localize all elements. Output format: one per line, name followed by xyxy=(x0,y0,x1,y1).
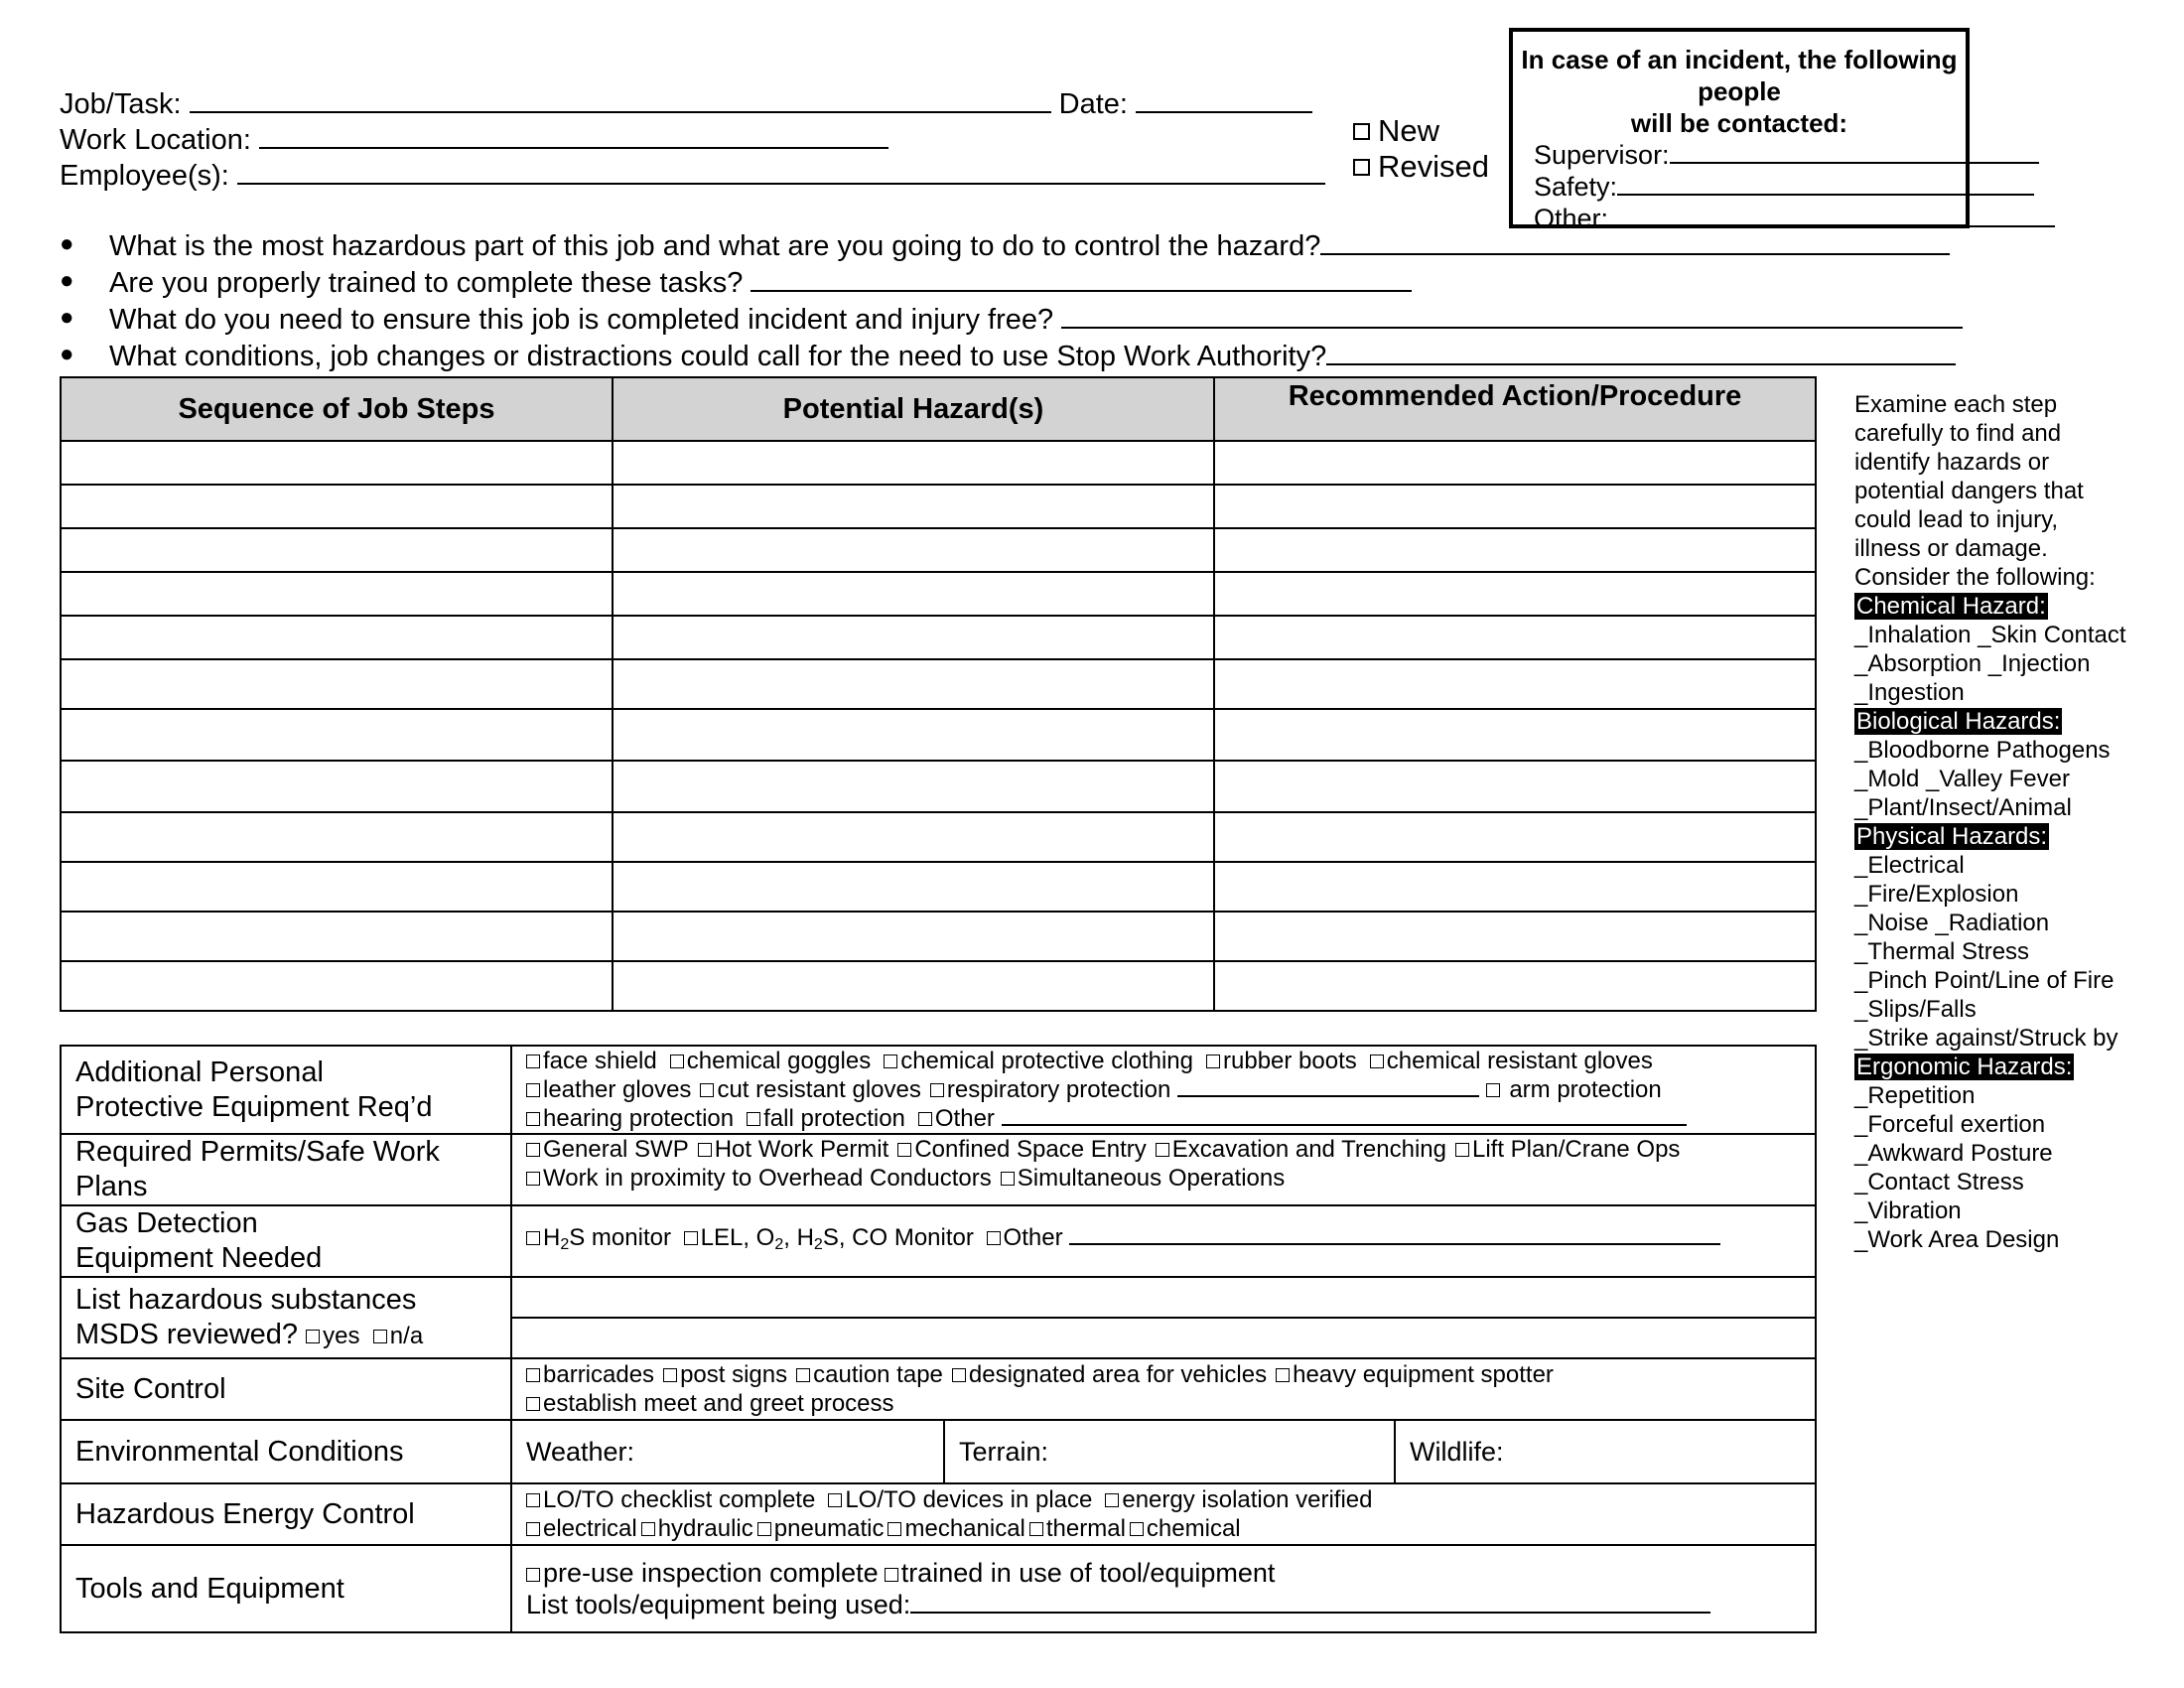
job-step-cell[interactable] xyxy=(61,485,613,528)
job-step-cell[interactable] xyxy=(61,961,613,1011)
energy-line-2 xyxy=(526,1514,1801,1543)
hazard-item: _Noise _Radiation xyxy=(1854,910,2050,936)
checkbox-icon[interactable] xyxy=(1130,1522,1144,1536)
question-3: What do you need to ensure this job is completed incident and injury free? xyxy=(109,302,1963,339)
checkbox-icon[interactable] xyxy=(700,1083,714,1097)
checkbox-option[interactable]: post signs xyxy=(663,1361,787,1388)
hazard-item: _Ingestion xyxy=(1854,679,1965,706)
checkbox-icon[interactable] xyxy=(747,1112,760,1126)
checkbox-icon[interactable] xyxy=(526,1231,540,1245)
ppe-options xyxy=(511,1046,1816,1134)
table-row xyxy=(61,912,1816,961)
checkbox-icon[interactable] xyxy=(306,1330,320,1343)
hazard-cell[interactable] xyxy=(613,485,1214,528)
ppe-label: Additional Personal Protective Equipment Req’d xyxy=(61,1046,511,1134)
checkbox-option[interactable]: Excavation and Trenching xyxy=(1156,1136,1446,1163)
hazard-guide xyxy=(1854,390,2172,1254)
tools-line-1 xyxy=(526,1557,1801,1589)
checkbox-option[interactable]: designated area for vehicles xyxy=(952,1361,1267,1388)
table-row xyxy=(61,528,1816,572)
question-1: What is the most hazardous part of this job and what are you going to do to control the hazard? xyxy=(109,228,1950,265)
site-line-1 xyxy=(526,1360,1801,1389)
bullet-icon: ● xyxy=(60,230,74,257)
table-row xyxy=(61,616,1816,659)
checkbox-option[interactable]: General SWP xyxy=(526,1136,689,1163)
checkbox-option[interactable]: LO/TO devices in place xyxy=(828,1486,1092,1513)
gas-label: Gas Detection Equipment Needed xyxy=(61,1205,511,1277)
hazard-category-title: Ergonomic Hazards: xyxy=(1856,1054,2073,1080)
checkbox-option[interactable]: pneumatic xyxy=(757,1515,885,1542)
hazard-cell[interactable] xyxy=(613,709,1214,761)
substances-label: List hazardous substances MSDS reviewed? yes n/a xyxy=(61,1277,511,1358)
job-step-cell[interactable] xyxy=(61,761,613,812)
guide-intro-line: Examine each step xyxy=(1854,391,2058,418)
action-cell[interactable] xyxy=(1214,528,1816,572)
guide-intro-line: illness or damage. xyxy=(1854,535,2048,562)
table-row xyxy=(61,862,1816,912)
weather-field[interactable]: Weather: xyxy=(512,1421,945,1482)
checkbox-option[interactable]: caution tape xyxy=(796,1361,943,1388)
status-revised[interactable]: Revised xyxy=(1353,149,1489,185)
checkbox-icon[interactable] xyxy=(526,1397,540,1411)
checkbox-icon[interactable] xyxy=(884,1055,897,1068)
bullet-icon: ● xyxy=(60,267,74,294)
checkbox-option[interactable]: Lift Plan/Crane Ops xyxy=(1455,1136,1680,1163)
hazard-cell[interactable] xyxy=(613,572,1214,616)
checkbox-option[interactable]: cut resistant gloves xyxy=(700,1076,920,1103)
job-step-cell[interactable] xyxy=(61,441,613,485)
checkbox-icon[interactable] xyxy=(885,1568,898,1582)
hazard-item: _Contact Stress xyxy=(1854,1169,2024,1196)
hazard-cell[interactable] xyxy=(613,761,1214,812)
checkbox-icon[interactable] xyxy=(1206,1055,1220,1068)
checkbox-icon[interactable] xyxy=(526,1493,540,1507)
header-recommended-action: Recommended Action/Procedure xyxy=(1214,377,1816,441)
job-task-field[interactable] xyxy=(190,87,1051,113)
site-control-options xyxy=(511,1358,1816,1420)
checkbox-option[interactable]: trained in use of tool/equipment xyxy=(885,1558,1276,1588)
checkbox-option[interactable]: chemical protective clothing xyxy=(884,1048,1193,1074)
hazard-item: _Awkward Posture xyxy=(1854,1140,2053,1167)
checkbox-icon[interactable] xyxy=(526,1112,540,1126)
employees-label: Employee(s): xyxy=(60,160,229,192)
action-cell[interactable] xyxy=(1214,572,1816,616)
checkbox-icon[interactable] xyxy=(698,1143,712,1157)
action-cell[interactable] xyxy=(1214,441,1816,485)
checkbox-option[interactable]: chemical goggles xyxy=(670,1048,871,1074)
checkbox-option[interactable]: chemical xyxy=(1130,1515,1241,1542)
table-row xyxy=(61,709,1816,761)
ppe-line-3 xyxy=(526,1104,1801,1133)
ppe-row xyxy=(61,1046,1816,1134)
bullet-icon: ● xyxy=(60,341,74,367)
job-task-row xyxy=(60,86,1312,122)
checkbox-option[interactable]: thermal xyxy=(1029,1515,1126,1542)
checkbox-option[interactable]: LO/TO checklist complete xyxy=(526,1486,815,1513)
checkbox-icon[interactable] xyxy=(1001,1172,1015,1186)
checkbox-option[interactable]: electrical xyxy=(526,1515,637,1542)
answer-field-2[interactable] xyxy=(751,266,1412,292)
hazard-item: _Work Area Design xyxy=(1854,1226,2060,1253)
tools-row xyxy=(61,1545,1816,1632)
checkbox-option[interactable]: Hot Work Permit xyxy=(698,1136,889,1163)
energy-options xyxy=(511,1483,1816,1545)
checkbox-icon[interactable] xyxy=(1353,123,1370,140)
job-step-cell[interactable] xyxy=(61,912,613,961)
checkbox-option[interactable]: leather gloves xyxy=(526,1076,691,1103)
gas-other-option[interactable]: Other xyxy=(987,1224,1063,1251)
energy-row xyxy=(61,1483,1816,1545)
checkbox-icon[interactable] xyxy=(1156,1143,1169,1157)
hazard-cell[interactable] xyxy=(613,441,1214,485)
checkbox-icon[interactable] xyxy=(1029,1522,1043,1536)
checkbox-icon[interactable] xyxy=(952,1368,966,1382)
checkbox-option[interactable]: respiratory protection xyxy=(930,1076,1170,1103)
answer-field-4[interactable] xyxy=(1326,340,1956,365)
checkbox-icon[interactable] xyxy=(887,1522,901,1536)
date-label: Date: xyxy=(1058,88,1128,120)
other-contact-field[interactable] xyxy=(1608,204,2055,227)
guide-intro-line: potential dangers that xyxy=(1854,478,2084,504)
hazard-item: _Absorption _Injection xyxy=(1854,650,2091,677)
action-cell[interactable] xyxy=(1214,812,1816,862)
requirements-table xyxy=(60,1045,1817,1633)
job-step-cell[interactable] xyxy=(61,572,613,616)
checkbox-option[interactable]: face shield xyxy=(526,1048,657,1074)
msds-yes[interactable]: yes xyxy=(323,1322,360,1349)
wildlife-field[interactable]: Wildlife: xyxy=(1410,1436,1504,1467)
gas-options xyxy=(511,1205,1816,1277)
job-steps-table xyxy=(60,376,1817,1012)
checkbox-icon[interactable] xyxy=(670,1055,684,1068)
permits-label: Required Permits/Safe Work Plans xyxy=(61,1134,511,1205)
checkbox-option[interactable]: chemical resistant gloves xyxy=(1370,1048,1653,1074)
question-2: Are you properly trained to complete these tasks? xyxy=(109,265,1412,302)
checkbox-icon[interactable] xyxy=(828,1493,842,1507)
checkbox-icon[interactable] xyxy=(526,1143,540,1157)
supervisor-contact: Supervisor: xyxy=(1513,139,1966,171)
incident-contacts-box xyxy=(1509,28,1970,233)
respiratory-protection-field[interactable] xyxy=(1177,1075,1479,1097)
checkbox-icon[interactable] xyxy=(373,1330,387,1343)
environment-label: Environmental Conditions xyxy=(61,1420,511,1483)
answer-field-1[interactable] xyxy=(1320,229,1950,255)
hazard-item: _Pinch Point/Line of Fire xyxy=(1854,967,2115,994)
action-cell[interactable] xyxy=(1214,709,1816,761)
checkbox-icon[interactable] xyxy=(526,1368,540,1382)
work-location-label: Work Location: xyxy=(60,124,251,156)
incident-box-title: In case of an incident, the following people will be contacted: xyxy=(1521,45,1958,138)
ppe-line-1 xyxy=(526,1047,1801,1075)
guide-intro-line: identify hazards or xyxy=(1854,449,2050,476)
checkbox-icon[interactable] xyxy=(757,1522,771,1536)
substances-field-1[interactable] xyxy=(512,1278,1815,1319)
hazard-category-title: Biological Hazards: xyxy=(1856,708,2061,735)
checkbox-option[interactable]: Work in proximity to Overhead Conductors xyxy=(526,1165,992,1192)
checkbox-icon[interactable] xyxy=(684,1231,698,1245)
work-location-row xyxy=(60,122,888,158)
work-location-field[interactable] xyxy=(259,123,888,149)
checkbox-icon[interactable] xyxy=(1486,1083,1500,1097)
h2s-monitor-option[interactable]: $H_2S$ monitor xyxy=(526,1224,671,1251)
job-step-cell[interactable] xyxy=(61,528,613,572)
checkbox-icon[interactable] xyxy=(1353,159,1370,176)
checkbox-icon[interactable] xyxy=(897,1143,911,1157)
table-row xyxy=(61,961,1816,1011)
checkbox-icon[interactable] xyxy=(526,1172,540,1186)
tools-options xyxy=(511,1545,1816,1632)
hazard-item: _Forceful exertion xyxy=(1854,1111,2046,1138)
other-contact: Other: xyxy=(1513,203,1966,234)
hazard-item: _Strike against/Struck by xyxy=(1854,1025,2118,1052)
hazard-item: _Thermal Stress xyxy=(1854,938,2030,965)
hazard-category-title: Chemical Hazard: xyxy=(1856,593,2046,620)
guide-intro-line: Consider the following: xyxy=(1854,564,2096,591)
hazard-item: _Inhalation _Skin Contact xyxy=(1854,622,2126,648)
hazard-item: _Electrical xyxy=(1854,852,1965,879)
ppe-other-field[interactable] xyxy=(1002,1104,1687,1126)
checkbox-option[interactable]: fall protection xyxy=(747,1105,905,1132)
checkbox-icon[interactable] xyxy=(987,1231,1001,1245)
safety-contact: Safety: xyxy=(1513,171,1966,203)
checkbox-option[interactable]: rubber boots xyxy=(1206,1048,1357,1074)
employees-row xyxy=(60,158,1325,194)
safety-field[interactable] xyxy=(1617,172,2034,196)
supervisor-field[interactable] xyxy=(1670,140,2039,164)
substances-row xyxy=(61,1277,1816,1358)
hazard-cell[interactable] xyxy=(613,812,1214,862)
checkbox-option[interactable]: Confined Space Entry xyxy=(897,1136,1146,1163)
header-job-steps: Sequence of Job Steps xyxy=(61,377,613,441)
site-line-2 xyxy=(526,1389,1801,1418)
checkbox-icon[interactable] xyxy=(1370,1055,1384,1068)
action-cell[interactable] xyxy=(1214,862,1816,912)
table-row xyxy=(61,659,1816,709)
hazard-item: _Plant/Insect/Animal xyxy=(1854,794,2072,821)
terrain-field[interactable]: Terrain: xyxy=(945,1421,1396,1482)
hazard-cell[interactable] xyxy=(613,659,1214,709)
environment-row xyxy=(61,1420,1816,1483)
substances-field-2[interactable] xyxy=(512,1319,1815,1357)
checkbox-icon[interactable] xyxy=(1455,1143,1469,1157)
substances-fields xyxy=(511,1277,1816,1358)
checkbox-icon[interactable] xyxy=(526,1055,540,1068)
guide-intro-line: carefully to find and xyxy=(1854,420,2062,447)
job-step-cell[interactable] xyxy=(61,812,613,862)
permits-row xyxy=(61,1134,1816,1205)
site-control-row xyxy=(61,1358,1816,1420)
hazard-item: _Bloodborne Pathogens xyxy=(1854,737,2111,764)
hazard-cell[interactable] xyxy=(613,912,1214,961)
checkbox-icon[interactable] xyxy=(526,1568,540,1582)
checkbox-icon[interactable] xyxy=(526,1083,540,1097)
hazard-cell[interactable] xyxy=(613,528,1214,572)
checkbox-icon[interactable] xyxy=(930,1083,944,1097)
answer-field-3[interactable] xyxy=(1061,303,1963,329)
tools-list: List tools/equipment being used: xyxy=(526,1589,1801,1620)
hazard-item: _Slips/Falls xyxy=(1854,996,1977,1023)
ppe-line-2: leather gloves cut resistant gloves respiratory protection arm protection xyxy=(526,1075,1801,1104)
gas-other-field[interactable] xyxy=(1069,1223,1720,1245)
job-step-cell[interactable] xyxy=(61,659,613,709)
action-cell[interactable] xyxy=(1214,485,1816,528)
checkbox-icon[interactable] xyxy=(526,1522,540,1536)
action-cell[interactable] xyxy=(1214,616,1816,659)
tools-list-field[interactable] xyxy=(910,1590,1710,1614)
job-task-label: Job/Task: xyxy=(60,88,182,120)
header-potential-hazards: Potential Hazard(s) xyxy=(613,377,1214,441)
permits-line-2 xyxy=(526,1164,1801,1193)
checkbox-icon[interactable] xyxy=(663,1368,677,1382)
question-4: What conditions, job changes or distractions could call for the need to use Stop Work Authority? xyxy=(109,339,1956,375)
status-new[interactable]: New xyxy=(1353,113,1439,149)
checkbox-option[interactable]: pre-use inspection complete xyxy=(526,1558,879,1588)
environment-fields xyxy=(511,1420,1816,1483)
lel-monitor-option[interactable]: LEL, $O_2$, $H_2S$, CO Monitor xyxy=(684,1224,974,1251)
hazard-item: _Mold _Valley Fever xyxy=(1854,766,2070,792)
checkbox-option[interactable]: mechanical xyxy=(887,1515,1024,1542)
checkbox-icon[interactable] xyxy=(918,1112,932,1126)
gas-row xyxy=(61,1205,1816,1277)
checkbox-option[interactable]: hearing protection xyxy=(526,1105,734,1132)
employees-field[interactable] xyxy=(237,159,1325,185)
table-row xyxy=(61,572,1816,616)
guide-intro-line: could lead to injury, xyxy=(1854,506,2059,533)
hazard-cell[interactable] xyxy=(613,961,1214,1011)
job-step-cell[interactable] xyxy=(61,709,613,761)
action-cell[interactable] xyxy=(1214,659,1816,709)
table-row xyxy=(61,485,1816,528)
checkbox-option[interactable]: Other xyxy=(918,1105,995,1132)
hazard-category-title: Physical Hazards: xyxy=(1856,823,2048,850)
site-control-label: Site Control xyxy=(61,1358,511,1420)
checkbox-option[interactable]: Simultaneous Operations xyxy=(1001,1165,1285,1192)
bullet-icon: ● xyxy=(60,304,74,331)
job-step-cell[interactable] xyxy=(61,862,613,912)
action-cell[interactable] xyxy=(1214,761,1816,812)
permits-options xyxy=(511,1134,1816,1205)
action-cell[interactable] xyxy=(1214,912,1816,961)
msds-na[interactable]: n/a xyxy=(389,1322,424,1349)
hazard-item: _Fire/Explosion xyxy=(1854,881,2019,908)
hazard-cell[interactable] xyxy=(613,862,1214,912)
checkbox-option[interactable]: barricades xyxy=(526,1361,654,1388)
tools-label: Tools and Equipment xyxy=(61,1545,511,1632)
table-row xyxy=(61,441,1816,485)
date-field[interactable] xyxy=(1136,87,1312,113)
energy-line-1 xyxy=(526,1485,1801,1514)
action-cell[interactable] xyxy=(1214,961,1816,1011)
hazard-item: _Repetition xyxy=(1854,1082,1976,1109)
checkbox-option[interactable]: hydraulic xyxy=(641,1515,753,1542)
table-row xyxy=(61,761,1816,812)
table-row xyxy=(61,812,1816,862)
checkbox-icon[interactable] xyxy=(796,1368,810,1382)
permits-line-1 xyxy=(526,1135,1801,1164)
energy-label: Hazardous Energy Control xyxy=(61,1483,511,1545)
job-step-cell[interactable] xyxy=(61,616,613,659)
checkbox-option[interactable]: energy isolation verified xyxy=(1105,1486,1372,1513)
checkbox-icon[interactable] xyxy=(1276,1368,1290,1382)
checkbox-option[interactable]: heavy equipment spotter xyxy=(1276,1361,1554,1388)
hazard-cell[interactable] xyxy=(613,616,1214,659)
checkbox-option[interactable]: establish meet and greet process xyxy=(526,1390,894,1417)
checkbox-icon[interactable] xyxy=(641,1522,655,1536)
hazard-item: _Vibration xyxy=(1854,1197,1962,1224)
checkbox-icon[interactable] xyxy=(1105,1493,1119,1507)
